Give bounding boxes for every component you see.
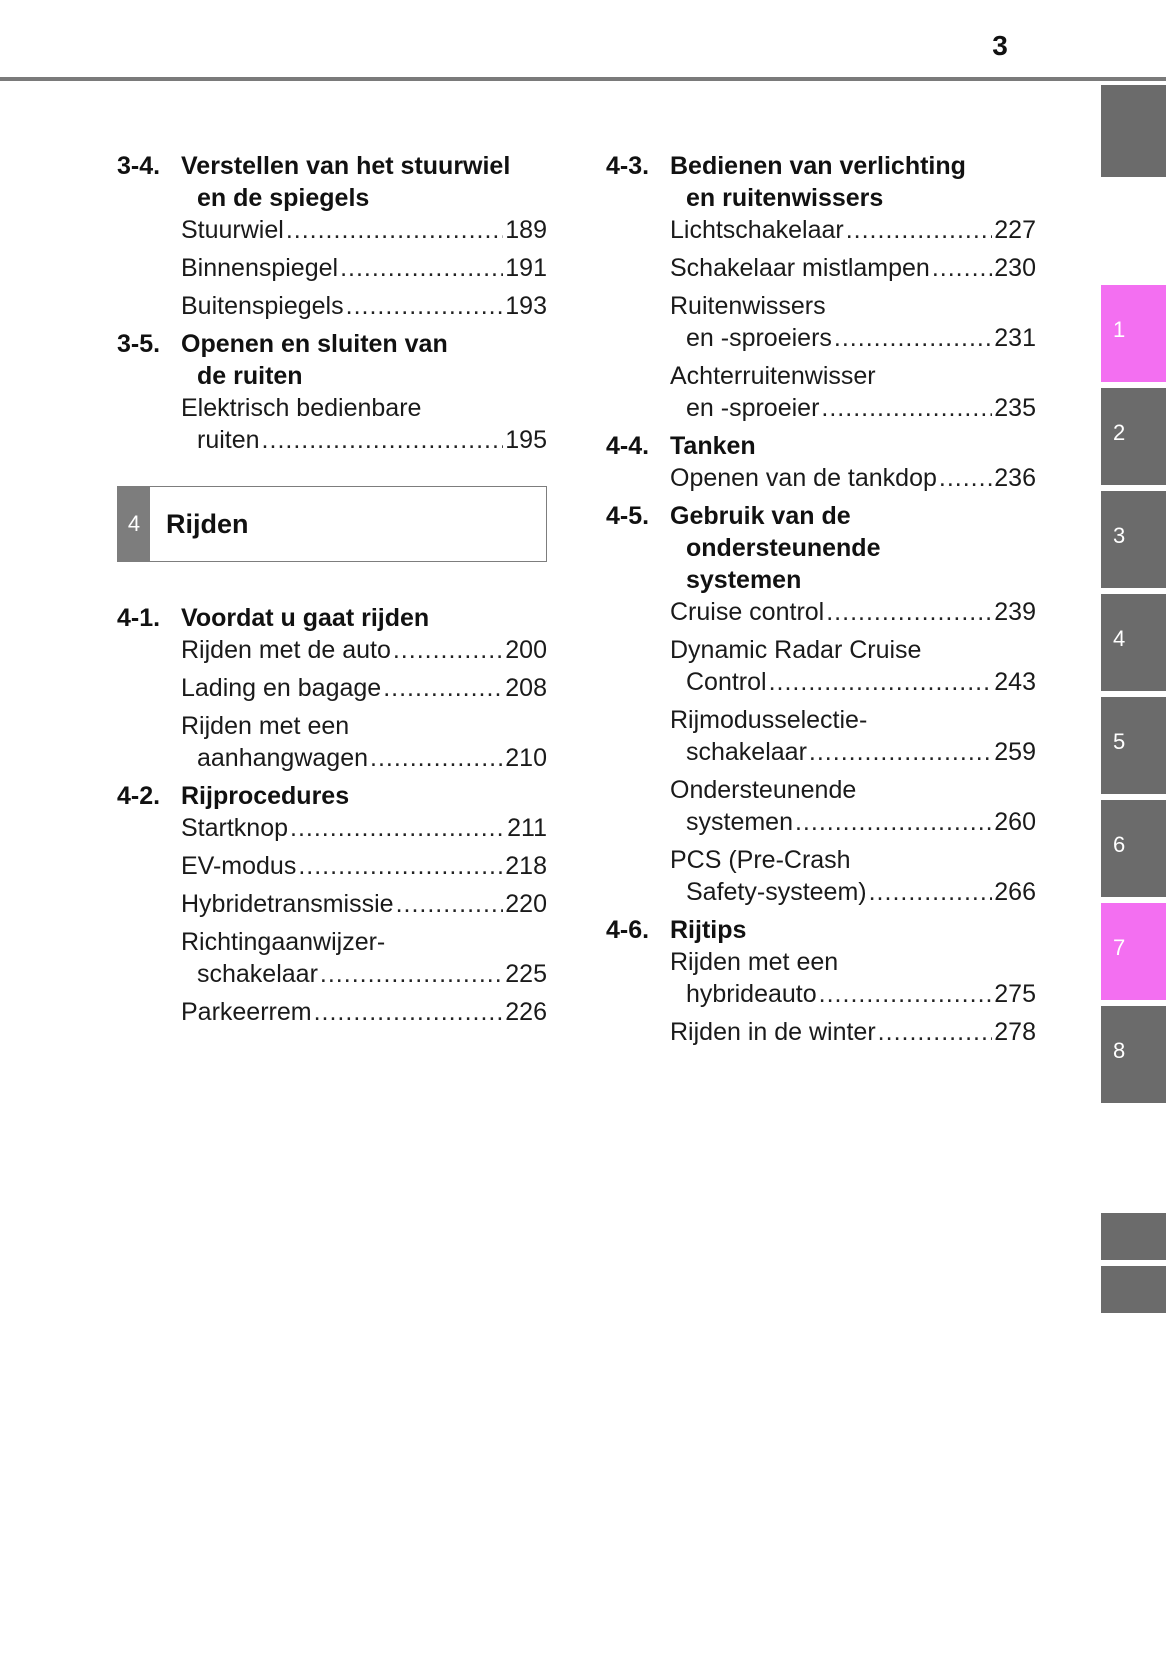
toc-entry[interactable] <box>606 704 1036 768</box>
chapter-tab-1[interactable] <box>1101 285 1166 382</box>
dot-leader <box>878 1016 993 1048</box>
entry-label: Richtingaanwijzer- <box>181 928 386 956</box>
entry-label: Dynamic Radar Cruise <box>670 636 922 664</box>
entry-line <box>670 634 1036 666</box>
entry-line <box>670 978 1036 1010</box>
entry-label: Lichtschakelaar <box>670 216 844 244</box>
left-sections-before <box>117 150 547 456</box>
entry-line <box>181 850 547 882</box>
entry-page-number: 189 <box>505 216 547 244</box>
entry-line <box>670 806 1036 838</box>
dot-leader <box>869 876 993 908</box>
entry-page-number: 231 <box>994 324 1036 352</box>
dot-leader <box>795 806 992 838</box>
toc-entry[interactable] <box>117 926 547 990</box>
entry-line <box>670 596 1036 628</box>
toc-entry[interactable] <box>606 462 1036 494</box>
entry-page-number: 191 <box>505 254 547 282</box>
toc-section <box>606 500 1036 908</box>
dot-leader <box>396 888 504 920</box>
section-title-line: en de spiegels <box>197 184 370 212</box>
entry-label: Openen van de tankdop <box>670 464 937 492</box>
section-number: 3-5. <box>117 330 161 358</box>
dot-leader <box>834 322 992 354</box>
section-number: 4-2. <box>117 782 161 810</box>
section-title-line: ondersteunende <box>686 534 881 562</box>
entry-line <box>670 392 1036 424</box>
entry-label: schakelaar <box>686 738 807 766</box>
entry-page-number: 260 <box>994 808 1036 836</box>
entry-page-number: 193 <box>505 292 547 320</box>
chapter-title: Rijden <box>166 508 249 539</box>
entry-line <box>670 290 1036 322</box>
entry-line <box>670 252 1036 284</box>
chapter-tab-label: 4 <box>1113 626 1126 651</box>
entry-line <box>670 322 1036 354</box>
section-heading[interactable] <box>117 602 547 634</box>
dot-leader <box>383 672 503 704</box>
entry-label: Startknop <box>181 814 289 842</box>
chapter-tab-5[interactable] <box>1101 697 1166 794</box>
entry-label: Lading en bagage <box>181 674 382 702</box>
toc-section <box>117 780 547 1028</box>
entry-label: en -sproeiers <box>686 324 832 352</box>
toc-section <box>606 430 1036 494</box>
toc-entry[interactable] <box>606 1016 1036 1048</box>
dot-leader <box>298 850 503 882</box>
chapter-number: 4 <box>118 487 150 561</box>
right-sections <box>606 150 1036 1048</box>
section-number: 4-3. <box>606 152 650 180</box>
toc-entry[interactable] <box>606 360 1036 424</box>
right-column <box>606 150 1036 1054</box>
section-heading[interactable] <box>117 150 547 214</box>
left-column <box>117 150 547 1034</box>
entry-label: Rijden met een <box>670 948 839 976</box>
entry-page-number: 208 <box>505 674 547 702</box>
entry-page-number: 275 <box>994 980 1036 1008</box>
entry-label: ruiten <box>197 426 260 454</box>
toc-section <box>606 150 1036 424</box>
index-tab[interactable] <box>1101 1266 1166 1313</box>
chapter-tab-6[interactable] <box>1101 800 1166 897</box>
entry-label: Achterruitenwisser <box>670 362 876 390</box>
chapter-tab-label: 1 <box>1113 317 1126 342</box>
entry-label: Parkeerrem <box>181 998 312 1026</box>
index-tab[interactable] <box>1101 1213 1166 1260</box>
entry-page-number: 200 <box>505 636 547 664</box>
entry-line <box>670 462 1036 494</box>
toc-entry[interactable] <box>117 850 547 882</box>
entry-label: Control <box>686 668 767 696</box>
dot-leader <box>340 252 503 284</box>
entry-line <box>181 996 547 1028</box>
dot-leader <box>769 666 993 698</box>
section-heading[interactable] <box>117 780 547 812</box>
chapter-tab-3[interactable] <box>1101 491 1166 588</box>
entry-page-number: 235 <box>994 394 1036 422</box>
toc-entry[interactable] <box>117 672 547 704</box>
dot-leader <box>932 252 992 284</box>
entry-label: PCS (Pre-Crash <box>670 846 851 874</box>
page-number: 3 <box>992 30 1008 61</box>
toc-entry[interactable] <box>117 634 547 666</box>
entry-page-number: 230 <box>994 254 1036 282</box>
dot-leader <box>320 958 503 990</box>
dot-leader <box>286 214 503 246</box>
entry-line <box>670 704 1036 736</box>
toc-section <box>606 914 1036 1048</box>
entry-line <box>181 742 547 774</box>
section-title-line: Gebruik van de <box>670 502 851 530</box>
toc-entry[interactable] <box>117 888 547 920</box>
entry-page-number: 239 <box>994 598 1036 626</box>
dot-leader <box>821 392 992 424</box>
index-tab[interactable] <box>1101 85 1166 177</box>
entry-label: Schakelaar mistlampen <box>670 254 930 282</box>
toc-entry[interactable] <box>117 812 547 844</box>
entry-page-number: 211 <box>507 814 547 842</box>
section-number: 3-4. <box>117 152 161 180</box>
dot-leader <box>809 736 992 768</box>
toc-entry[interactable] <box>606 634 1036 698</box>
entry-line <box>670 214 1036 246</box>
entry-label: EV-modus <box>181 852 297 880</box>
entry-line <box>181 888 547 920</box>
dot-leader <box>346 290 504 322</box>
toc-entry[interactable] <box>117 252 547 284</box>
dot-leader <box>819 978 993 1010</box>
entry-line <box>181 710 547 742</box>
section-title-line: Rijtips <box>670 916 747 944</box>
toc-entry[interactable] <box>117 996 547 1028</box>
toc-section <box>117 602 547 774</box>
entry-line <box>670 360 1036 392</box>
entry-line <box>670 774 1036 806</box>
entry-line <box>670 876 1036 908</box>
chapter-tab-7[interactable] <box>1101 903 1166 1000</box>
entry-line <box>670 666 1036 698</box>
toc-entry[interactable] <box>606 844 1036 908</box>
chapter-tab-label: 2 <box>1113 420 1126 445</box>
entry-line <box>670 946 1036 978</box>
entry-label: Cruise control <box>670 598 825 626</box>
chapter-tab-label: 7 <box>1113 935 1126 960</box>
section-heading[interactable] <box>606 430 1036 462</box>
entry-line <box>181 958 547 990</box>
section-title-line: en ruitenwissers <box>686 184 884 212</box>
entry-line <box>181 214 547 246</box>
entry-label: Rijden met een <box>181 712 350 740</box>
entry-line <box>181 812 547 844</box>
toc-entry[interactable] <box>117 290 547 322</box>
section-title-line: Rijprocedures <box>181 782 350 810</box>
dot-leader <box>939 462 992 494</box>
entry-page-number: 220 <box>505 890 547 918</box>
entry-label: Ondersteunende <box>670 776 857 804</box>
entry-label: Binnenspiegel <box>181 254 339 282</box>
chapter-tab-8[interactable] <box>1101 1006 1166 1103</box>
entry-label: Rijden met de auto <box>181 636 391 664</box>
entry-page-number: 278 <box>994 1018 1036 1046</box>
chapter-tab-label: 8 <box>1113 1038 1126 1063</box>
entry-line <box>670 1016 1036 1048</box>
toc-entry[interactable] <box>606 252 1036 284</box>
entry-page-number: 226 <box>505 998 547 1026</box>
entry-label: Rijmodusselectie- <box>670 706 868 734</box>
entry-page-number: 195 <box>505 426 547 454</box>
entry-line <box>181 290 547 322</box>
toc-entry[interactable] <box>606 774 1036 838</box>
dot-leader <box>314 996 504 1028</box>
header-rule <box>0 77 1166 81</box>
section-heading[interactable] <box>606 150 1036 214</box>
toc-entry[interactable] <box>606 596 1036 628</box>
entry-label: schakelaar <box>197 960 318 988</box>
chapter-tab-label: 3 <box>1113 523 1126 548</box>
section-heading[interactable] <box>606 500 1036 596</box>
toc-entry[interactable] <box>117 710 547 774</box>
chapter-tab-2[interactable] <box>1101 388 1166 485</box>
dot-leader <box>370 742 503 774</box>
section-title-line: Openen en sluiten van <box>181 330 448 358</box>
entry-label: systemen <box>686 808 793 836</box>
dot-leader <box>826 596 992 628</box>
chapter-tab-label: 5 <box>1113 729 1126 754</box>
entry-page-number: 227 <box>994 216 1036 244</box>
section-title-line: Bedienen van verlichting <box>670 152 966 180</box>
entry-page-number: 210 <box>505 744 547 772</box>
entry-label: Elektrisch bedienbare <box>181 394 422 422</box>
entry-line <box>181 672 547 704</box>
chapter-tab-label: 6 <box>1113 832 1126 857</box>
entry-label: Safety-systeem) <box>686 878 867 906</box>
dot-leader <box>290 812 505 844</box>
section-title-line: Tanken <box>670 432 756 460</box>
chapter-heading[interactable] <box>117 486 547 562</box>
entry-line <box>181 926 547 958</box>
entry-label: en -sproeier <box>686 394 820 422</box>
section-heading[interactable] <box>606 914 1036 946</box>
entry-label: Ruitenwissers <box>670 292 826 320</box>
toc-section <box>117 150 547 322</box>
section-number: 4-6. <box>606 916 650 944</box>
dot-leader <box>846 214 993 246</box>
entry-page-number: 225 <box>505 960 547 988</box>
entry-page-number: 243 <box>994 668 1036 696</box>
entry-line <box>670 736 1036 768</box>
entry-label: Hybridetransmissie <box>181 890 394 918</box>
toc-entry[interactable] <box>606 946 1036 1010</box>
section-number: 4-5. <box>606 502 650 530</box>
section-title-line: de ruiten <box>197 362 303 390</box>
entry-label: Rijden in de winter <box>670 1018 876 1046</box>
entry-label: hybrideauto <box>686 980 817 1008</box>
section-title-line: systemen <box>686 566 802 594</box>
toc-entry[interactable] <box>606 290 1036 354</box>
dot-leader <box>262 424 504 456</box>
section-number: 4-4. <box>606 432 650 460</box>
entry-line <box>181 392 547 424</box>
entry-page-number: 259 <box>994 738 1036 766</box>
entry-page-number: 266 <box>994 878 1036 906</box>
section-title-line: Verstellen van het stuurwiel <box>181 152 511 180</box>
entry-line <box>670 844 1036 876</box>
toc-section <box>117 328 547 456</box>
toc-entry[interactable] <box>117 392 547 456</box>
entry-line <box>181 424 547 456</box>
dot-leader <box>393 634 503 666</box>
section-number: 4-1. <box>117 604 161 632</box>
entry-label: Buitenspiegels <box>181 292 344 320</box>
entry-line <box>181 634 547 666</box>
entry-label: aanhangwagen <box>197 744 368 772</box>
entry-line <box>181 252 547 284</box>
entry-page-number: 218 <box>505 852 547 880</box>
entry-label: Stuurwiel <box>181 216 284 244</box>
entry-page-number: 236 <box>994 464 1036 492</box>
section-heading[interactable] <box>117 328 547 392</box>
toc-entry[interactable] <box>606 214 1036 246</box>
left-sections-after <box>117 602 547 1028</box>
chapter-tab-4[interactable] <box>1101 594 1166 691</box>
section-title-line: Voordat u gaat rijden <box>181 604 430 632</box>
toc-entry[interactable] <box>117 214 547 246</box>
